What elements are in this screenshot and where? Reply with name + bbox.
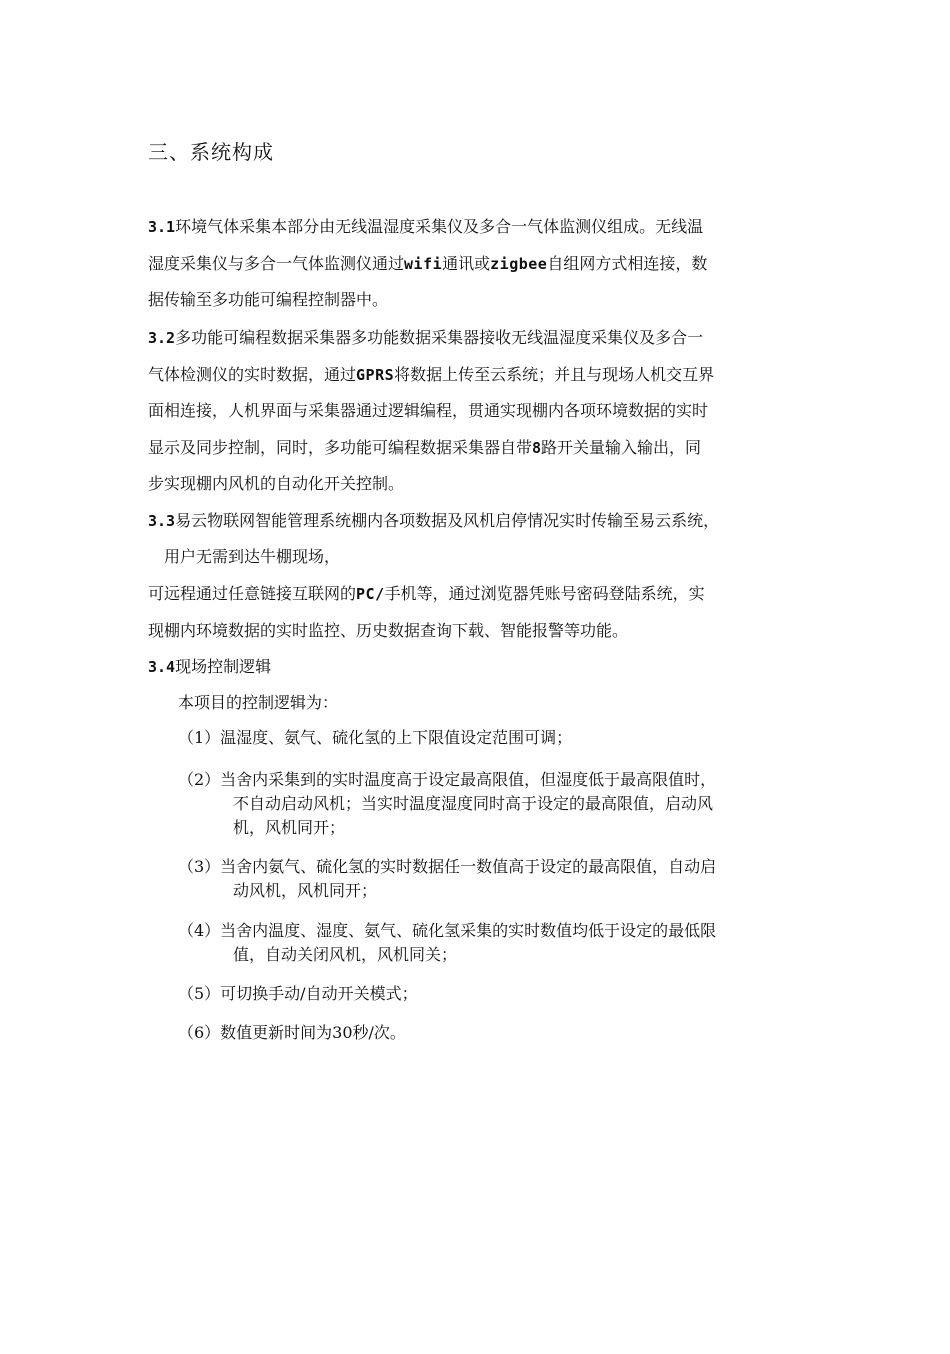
text: 手机等，通过浏览器凭账号密码登陆系统，实: [384, 584, 705, 603]
list-item-2-line-1: （2）当舍内采集到的实时温度高于设定最高限值，但湿度低于最高限值时，: [178, 770, 717, 789]
text: 湿度采集仪与多合一气体监测仪通过: [148, 254, 405, 273]
section-number-3-3: 3.3: [148, 512, 176, 530]
list-item-3-line-1: （3）当舍内氨气、硫化氢的实时数据任一数值高于设定的最高限值，自动启: [178, 857, 717, 876]
paragraph-3-1-line-3: 据传输至多功能可编程控制器中。: [148, 290, 389, 309]
term-zigbee: zigbee: [490, 255, 548, 273]
list-item-4-line-1: （4）当舍内温度、湿度、氨气、硫化氢采集的实时数值均低于设定的最低限: [178, 921, 717, 940]
text: 路开关量输入输出，同: [541, 438, 702, 457]
paragraph-3-2-line-2: [148, 364, 714, 386]
text: 多功能可编程数据采集器多功能数据采集器接收无线温湿度采集仪及多合一: [175, 328, 704, 347]
term-pc: PC/: [356, 585, 385, 603]
paragraph-3-2-line-4: [148, 437, 701, 459]
text: 通讯或: [442, 254, 491, 273]
list-item-1-line-1: （1）温湿度、氨气、硫化氢的上下限值设定范围可调；: [178, 728, 573, 747]
list-item-2-line-3: 机，风机同开；: [233, 818, 346, 837]
term-wifi: wifi: [404, 255, 443, 273]
paragraph-3-3-line-4: 现棚内环境数据的实时监控、历史数据查询下载、智能报警等功能。: [148, 621, 629, 640]
list-item-3-line-2: 动风机，风机同开；: [233, 881, 378, 900]
text: 可远程通过任意链接互联网的: [148, 584, 357, 603]
control-logic-intro: 本项目的控制逻辑为：: [178, 693, 339, 712]
text: 环境气体采集本部分由无线温湿度采集仪及多合一气体监测仪组成。无线温: [175, 217, 704, 236]
paragraph-3-1-line-1: [148, 216, 703, 238]
text: 将数据上传至云系统；并且与现场人机交互界: [394, 365, 715, 384]
text: 现场控制逻辑: [175, 657, 272, 676]
number-8: 8: [532, 439, 542, 457]
paragraph-3-2-line-5: 步实现棚内风机的自动化开关控制。: [148, 474, 405, 493]
section-number-3-2: 3.2: [148, 329, 176, 347]
paragraph-3-4-title: [148, 656, 271, 678]
text: 气体检测仪的实时数据，通过: [148, 365, 357, 384]
list-item-6-line-1: （6）数值更新时间为30秒/次。: [178, 1023, 406, 1042]
paragraph-3-3-line-1: [148, 510, 719, 532]
paragraph-3-2-line-1: [148, 327, 703, 349]
paragraph-3-1-line-2: [148, 253, 707, 275]
text: 自组网方式相连接，数: [547, 254, 708, 273]
paragraph-3-3-line-2: 用户无需到达牛棚现场，: [164, 547, 341, 566]
text: 显示及同步控制，同时，多功能可编程数据采集器自带: [148, 438, 533, 457]
paragraph-3-3-line-3: [148, 583, 705, 605]
list-item-2-line-2: 不自动启动风机；当实时温度湿度同时高于设定的最高限值，启动风: [233, 794, 714, 813]
term-gprs: GPRS: [356, 366, 395, 384]
section-number-3-4: 3.4: [148, 658, 176, 676]
section-heading: 三、系统构成: [148, 140, 274, 164]
section-number-3-1: 3.1: [148, 218, 176, 236]
text: 易云物联网智能管理系统棚内各项数据及风机启停情况实时传输至易云系统，: [175, 511, 720, 530]
list-item-5-line-1: （5）可切换手动/自动开关模式；: [178, 984, 418, 1003]
paragraph-3-2-line-3: 面相连接，人机界面与采集器通过逻辑编程，贯通实现棚内各项环境数据的实时: [148, 401, 709, 420]
list-item-4-line-2: 值，自动关闭风机，风机同关；: [233, 945, 458, 964]
